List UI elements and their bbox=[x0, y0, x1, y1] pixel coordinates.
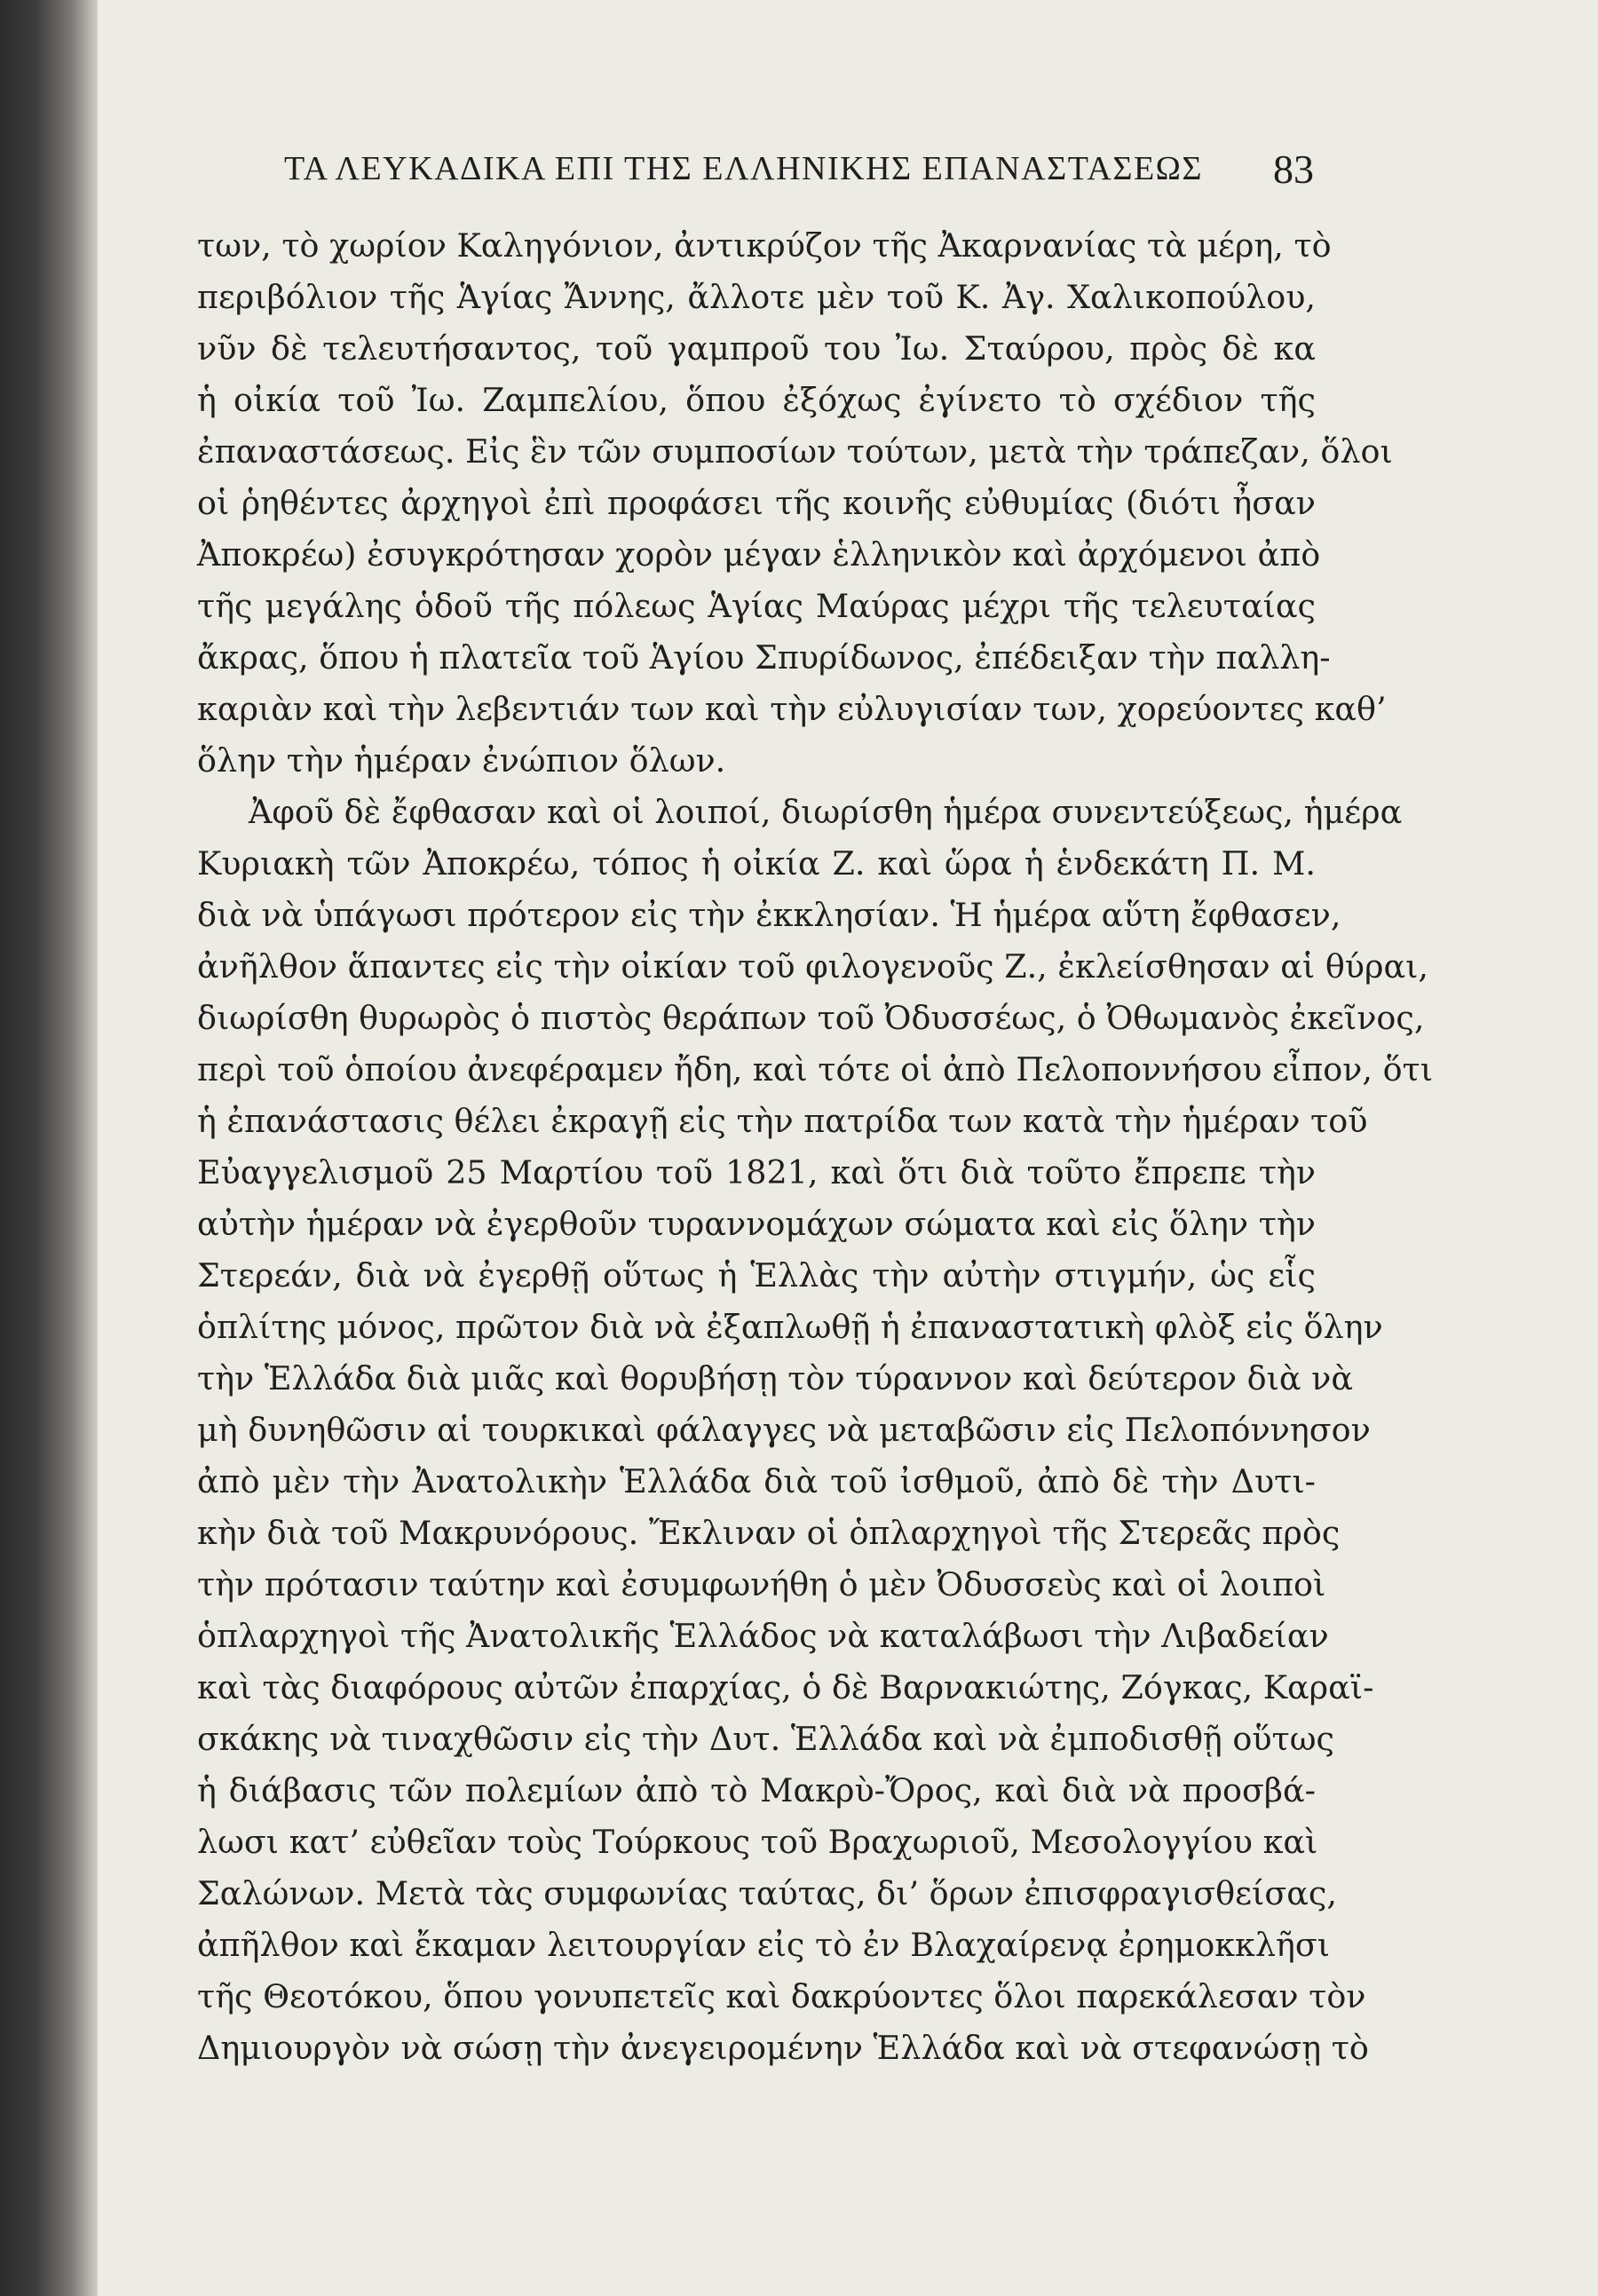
text-line: τῆς μεγάλης ὁδοῦ τῆς πόλεως Ἁγίας Μαύρας μέχρι τῆς τελευταίας bbox=[197, 587, 1316, 625]
text-line: τὴν Ἑλλάδα διὰ μιᾶς καὶ θορυβήσῃ τὸν τύραννον καὶ δεύτερον διὰ νὰ bbox=[197, 1359, 1354, 1397]
paragraph-end-line: ὅλην τὴν ἡμέραν ἐνώπιον ὅλων. bbox=[197, 741, 726, 780]
text-line: ἄκρας, ὅπου ἡ πλατεῖα τοῦ Ἁγίου Σπυρίδωνος, ἐπέδειξαν τὴν παλλη- bbox=[197, 638, 1331, 677]
text-line: ἡ διάβασις τῶν πολεμίων ἀπὸ τὸ Μακρὺ-Ὄρος, καὶ διὰ νὰ προσβά- bbox=[197, 1771, 1316, 1809]
text-line: τῆς Θεοτόκου, ὅπου γονυπετεῖς καὶ δακρύοντες ὅλοι παρεκάλεσαν τὸν bbox=[197, 1977, 1366, 2015]
text-line: Σαλώνων. Μετὰ τὰς συμφωνίας ταύτας, δι’ ὅρων ἐπισφραγισθείσας, bbox=[197, 1874, 1337, 1912]
text-line: αὐτὴν ἡμέραν νὰ ἐγερθοῦν τυραννομάχων σώματα καὶ εἰς ὅλην τὴν bbox=[197, 1205, 1316, 1243]
text-line: Δημιουργὸν νὰ σώσῃ τὴν ἀνεγειρομένην Ἑλλάδα καὶ νὰ στεφανώσῃ τὸ bbox=[197, 2029, 1369, 2067]
text-line: ἀπὸ μὲν τὴν Ἀνατολικὴν Ἑλλάδα διὰ τοῦ ἰσθμοῦ, ἀπὸ δὲ τὴν Δυτι- bbox=[197, 1462, 1316, 1500]
text-line: ἡ οἰκία τοῦ Ἰω. Ζαμπελίου, ὅπου ἐξόχως ἐγίνετο τὸ σχέδιον τῆς bbox=[197, 381, 1316, 419]
text-line: διὰ νὰ ὑπάγωσι πρότερον εἰς τὴν ἐκκλησίαν. Ἡ ἡμέρα αὕτη ἔφθασεν, bbox=[197, 896, 1341, 934]
text-line: διωρίσθη θυρωρὸς ὁ πιστὸς θεράπων τοῦ Ὀδυσσέως, ὁ Ὀθωμανὸς ἐκεῖνος, bbox=[197, 999, 1425, 1037]
text-line: Στερεάν, διὰ νὰ ἐγερθῇ οὕτως ἡ Ἑλλὰς τὴν αὐτὴν στιγμήν, ὡς εἷς bbox=[197, 1256, 1316, 1294]
text-line: τὴν πρότασιν ταύτην καὶ ἐσυμφωνήθη ὁ μὲν Ὀδυσσεὺς καὶ οἱ λοιποὶ bbox=[197, 1565, 1326, 1603]
text-line: καὶ τὰς διαφόρους αὐτῶν ἐπαρχίας, ὁ δὲ Βαρνακιώτης, Ζόγκας, Καραϊ- bbox=[197, 1668, 1374, 1706]
text-line: περὶ τοῦ ὁποίου ἀνεφέραμεν ἤδη, καὶ τότε οἱ ἀπὸ Πελοποννήσου εἶπον, ὅτι bbox=[197, 1050, 1434, 1089]
text-line: Ἀποκρέω) ἐσυγκρότησαν χορὸν μέγαν ἑλληνικὸν καὶ ἀρχόμενοι ἀπὸ bbox=[197, 535, 1321, 574]
text-line: Κυριακὴ τῶν Ἀποκρέω, τόπος ἡ οἰκία Ζ. καὶ ὥρα ἡ ἑνδεκάτη Π. Μ. bbox=[197, 844, 1316, 883]
page-header bbox=[284, 146, 1314, 202]
text-line: ἀνῆλθον ἅπαντες εἰς τὴν οἰκίαν τοῦ φιλογενοῦς Ζ., ἐκλείσθησαν αἱ θύραι, bbox=[197, 947, 1428, 986]
text-line: ἐπαναστάσεως. Εἰς ἓν τῶν συμποσίων τούτων, μετὰ τὴν τράπεζαν, ὅλοι bbox=[197, 432, 1393, 471]
text-line: περιβόλιον τῆς Ἁγίας Ἄννης, ἄλλοτε μὲν τοῦ Κ. Ἀγ. Χαλικοπούλου, bbox=[197, 278, 1316, 316]
text-line: κὴν διὰ τοῦ Μακρυνόρους. Ἔκλιναν οἱ ὁπλαρχηγοὶ τῆς Στερεᾶς πρὸς bbox=[197, 1514, 1341, 1552]
text-line: νῦν δὲ τελευτήσαντος, τοῦ γαμπροῦ του Ἰω. Σταύρου, πρὸς δὲ κα bbox=[197, 329, 1316, 368]
scan-binding-edge bbox=[0, 0, 98, 2296]
running-title: ΤΑ ΛΕΥΚΑΔΙΚΑ ΕΠΙ ΤΗΣ ΕΛΛΗΝΙΚΗΣ ΕΠΑΝΑΣΤΑΣΕΩΣ bbox=[284, 150, 1204, 187]
text-line: Εὐαγγελισμοῦ 25 Μαρτίου τοῦ 1821, καὶ ὅτι διὰ τοῦτο ἔπρεπε τὴν bbox=[197, 1153, 1316, 1192]
text-line: λωσι κατ’ εὐθεῖαν τοὺς Τούρκους τοῦ Βραχωριοῦ, Μεσολογγίου καὶ bbox=[197, 1823, 1318, 1861]
text-line: ἡ ἐπανάστασις θέλει ἐκραγῇ εἰς τὴν πατρίδα των κατὰ τὴν ἡμέραν τοῦ bbox=[197, 1102, 1368, 1140]
text-line: ἀπῆλθον καὶ ἔκαμαν λειτουργίαν εἰς τὸ ἐν Βλαχαίρενᾳ ἐρημοκκλῆσι bbox=[197, 1926, 1331, 1964]
page-number: 83 bbox=[1273, 146, 1314, 192]
body-text bbox=[197, 220, 1434, 2074]
text-line: καριὰν καὶ τὴν λεβεντιάν των καὶ τὴν εὐλυγισίαν των, χορεύοντες καθ’ bbox=[197, 690, 1387, 728]
text-line: ὁπλίτης μόνος, πρῶτον διὰ νὰ ἐξαπλωθῇ ἡ ἐπαναστατικὴ φλὸξ εἰς ὅλην bbox=[197, 1308, 1383, 1346]
text-line: οἱ ῥηθέντες ἀρχηγοὶ ἐπὶ προφάσει τῆς κοινῆς εὐθυμίας (διότι ἦσαν bbox=[197, 484, 1316, 522]
text-line: σκάκης νὰ τιναχθῶσιν εἰς τὴν Δυτ. Ἑλλάδα καὶ νὰ ἐμποδισθῇ οὕτως bbox=[197, 1720, 1334, 1758]
text-line: μὴ δυνηθῶσιν αἱ τουρκικαὶ φάλαγγες νὰ μεταβῶσιν εἰς Πελοπόννησον bbox=[197, 1411, 1371, 1449]
text-line: των, τὸ χωρίον Καληγόνιον, ἀντικρύζον τῆς Ἀκαρνανίας τὰ μέρη, τὸ bbox=[197, 226, 1332, 265]
paragraph-start-line: Ἀφοῦ δὲ ἔφθασαν καὶ οἱ λοιποί, διωρίσθη ἡμέρα συνεντεύξεως, ἡμέρα bbox=[249, 793, 1403, 831]
text-line: ὁπλαρχηγοὶ τῆς Ἀνατολικῆς Ἑλλάδος νὰ καταλάβωσι τὴν Λιβαδείαν bbox=[197, 1617, 1329, 1655]
